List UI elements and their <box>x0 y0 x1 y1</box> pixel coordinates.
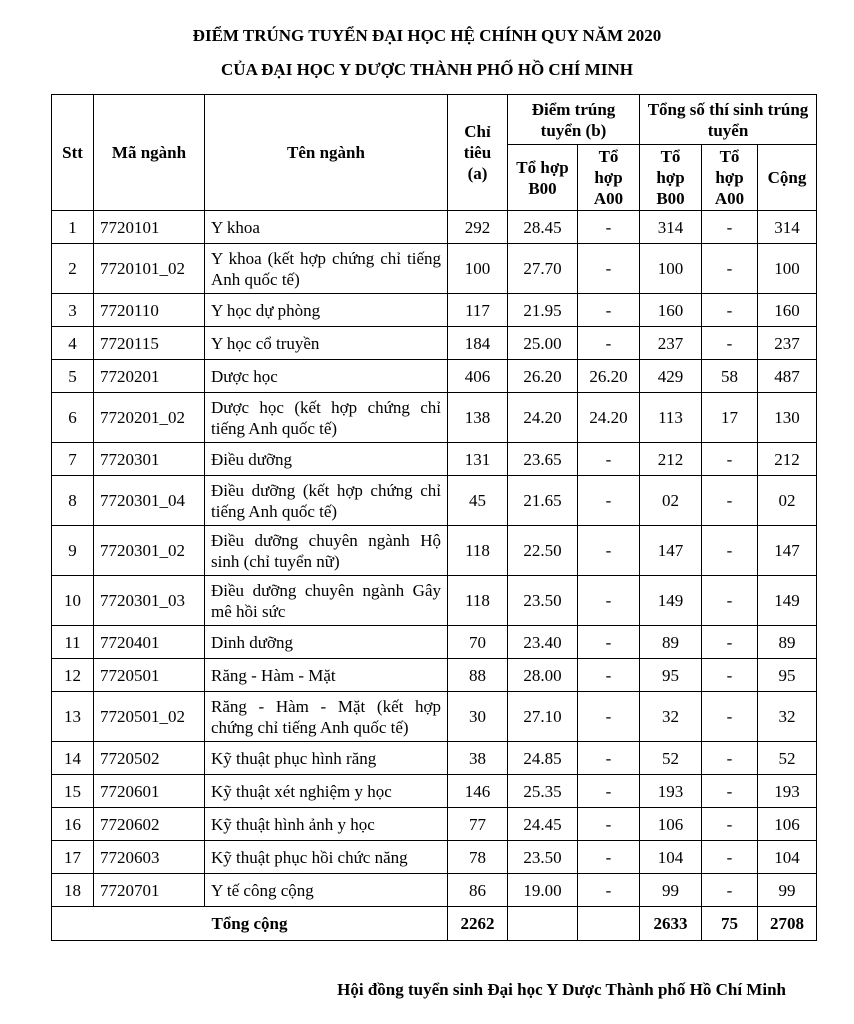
cell-diem-a00: - <box>578 327 640 360</box>
cell-diem-a00: 26.20 <box>578 360 640 393</box>
cell-ten-nganh: Kỹ thuật hình ảnh y học <box>205 808 448 841</box>
cell-chi-tieu: 292 <box>448 211 508 244</box>
cell-ts-a00: - <box>702 476 758 526</box>
cell-ma-nganh: 7720115 <box>94 327 205 360</box>
cell-diem-b00: 25.35 <box>508 775 578 808</box>
cell-cong: 160 <box>758 294 817 327</box>
cell-diem-a00: - <box>578 526 640 576</box>
cell-ma-nganh: 7720601 <box>94 775 205 808</box>
cell-ma-nganh: 7720110 <box>94 294 205 327</box>
total-label: Tổng cộng <box>52 907 448 941</box>
cell-ten-nganh: Y khoa (kết hợp chứng chỉ tiếng Anh quốc tế) <box>205 244 448 294</box>
cell-diem-a00: - <box>578 841 640 874</box>
cell-chi-tieu: 184 <box>448 327 508 360</box>
cell-diem-a00: - <box>578 244 640 294</box>
table-row <box>52 692 817 742</box>
cell-ma-nganh: 7720301_03 <box>94 576 205 626</box>
cell-ts-b00: 193 <box>640 775 702 808</box>
cell-diem-b00: 23.65 <box>508 443 578 476</box>
cell-diem-a00: - <box>578 443 640 476</box>
cell-diem-b00: 24.45 <box>508 808 578 841</box>
cell-cong: 95 <box>758 659 817 692</box>
cell-diem-b00: 19.00 <box>508 874 578 907</box>
cell-diem-b00: 27.10 <box>508 692 578 742</box>
cell-ts-a00: - <box>702 841 758 874</box>
table-row <box>52 526 817 576</box>
cell-chi-tieu: 30 <box>448 692 508 742</box>
cell-stt: 7 <box>52 443 94 476</box>
cell-diem-b00: 23.50 <box>508 841 578 874</box>
cell-diem-a00: - <box>578 659 640 692</box>
cell-stt: 6 <box>52 393 94 443</box>
cell-diem-a00: - <box>578 874 640 907</box>
table-row <box>52 626 817 659</box>
table-row <box>52 327 817 360</box>
cell-stt: 15 <box>52 775 94 808</box>
cell-ts-a00: - <box>702 659 758 692</box>
header-diem-b00: Tổ hợp B00 <box>508 145 578 211</box>
cell-ten-nganh: Điều dưỡng (kết hợp chứng chỉ tiếng Anh quốc tế) <box>205 476 448 526</box>
table-row <box>52 476 817 526</box>
cell-cong: 149 <box>758 576 817 626</box>
cell-chi-tieu: 100 <box>448 244 508 294</box>
cell-ts-b00: 149 <box>640 576 702 626</box>
cell-ma-nganh: 7720701 <box>94 874 205 907</box>
table-row <box>52 841 817 874</box>
cell-ts-a00: - <box>702 692 758 742</box>
cell-ts-a00: - <box>702 576 758 626</box>
cell-ma-nganh: 7720101_02 <box>94 244 205 294</box>
cell-ts-a00: - <box>702 775 758 808</box>
cell-ma-nganh: 7720201_02 <box>94 393 205 443</box>
admission-scores-table <box>51 94 817 941</box>
cell-stt: 14 <box>52 742 94 775</box>
cell-diem-a00: - <box>578 692 640 742</box>
cell-ten-nganh: Dinh dưỡng <box>205 626 448 659</box>
document-title-line-1: ĐIỂM TRÚNG TUYỂN ĐẠI HỌC HỆ CHÍNH QUY NĂM 2020 <box>192 26 662 45</box>
table-row <box>52 393 817 443</box>
header-diem-a00: Tổ hợp A00 <box>578 145 640 211</box>
cell-chi-tieu: 38 <box>448 742 508 775</box>
total-row <box>52 907 817 941</box>
cell-diem-a00: 24.20 <box>578 393 640 443</box>
cell-stt: 11 <box>52 626 94 659</box>
cell-chi-tieu: 118 <box>448 576 508 626</box>
cell-diem-b00: 28.00 <box>508 659 578 692</box>
cell-ts-a00: - <box>702 443 758 476</box>
cell-ts-b00: 32 <box>640 692 702 742</box>
cell-diem-a00: - <box>578 742 640 775</box>
cell-cong: 106 <box>758 808 817 841</box>
cell-cong: 212 <box>758 443 817 476</box>
header-ten-nganh: Tên ngành <box>205 95 448 211</box>
cell-ts-a00: - <box>702 874 758 907</box>
footer-signature: Hội đồng tuyển sinh Đại học Y Dược Thành phố Hồ Chí Minh <box>337 980 786 999</box>
cell-cong: 52 <box>758 742 817 775</box>
cell-cong: 130 <box>758 393 817 443</box>
cell-ten-nganh: Y học dự phòng <box>205 294 448 327</box>
cell-ts-a00: - <box>702 327 758 360</box>
cell-stt: 4 <box>52 327 94 360</box>
cell-chi-tieu: 45 <box>448 476 508 526</box>
cell-ts-b00: 314 <box>640 211 702 244</box>
cell-stt: 10 <box>52 576 94 626</box>
cell-cong: 02 <box>758 476 817 526</box>
table-row <box>52 360 817 393</box>
total-empty-diem-b00 <box>508 907 578 941</box>
cell-ma-nganh: 7720501 <box>94 659 205 692</box>
table-row <box>52 874 817 907</box>
cell-ten-nganh: Kỹ thuật xét nghiệm y học <box>205 775 448 808</box>
cell-ten-nganh: Y học cổ truyền <box>205 327 448 360</box>
cell-ma-nganh: 7720301_02 <box>94 526 205 576</box>
cell-ts-b00: 237 <box>640 327 702 360</box>
table-row <box>52 808 817 841</box>
cell-ts-a00: 58 <box>702 360 758 393</box>
cell-diem-b00: 24.20 <box>508 393 578 443</box>
cell-ts-b00: 99 <box>640 874 702 907</box>
header-ts-b00: Tổ hợp B00 <box>640 145 702 211</box>
cell-ma-nganh: 7720603 <box>94 841 205 874</box>
cell-diem-b00: 24.85 <box>508 742 578 775</box>
cell-ts-b00: 100 <box>640 244 702 294</box>
cell-chi-tieu: 86 <box>448 874 508 907</box>
cell-stt: 18 <box>52 874 94 907</box>
cell-stt: 17 <box>52 841 94 874</box>
cell-chi-tieu: 88 <box>448 659 508 692</box>
cell-diem-b00: 26.20 <box>508 360 578 393</box>
cell-ten-nganh: Điều dưỡng <box>205 443 448 476</box>
table-row <box>52 576 817 626</box>
cell-diem-b00: 25.00 <box>508 327 578 360</box>
header-cong: Cộng <box>758 145 817 211</box>
cell-cong: 99 <box>758 874 817 907</box>
cell-ts-b00: 212 <box>640 443 702 476</box>
cell-stt: 2 <box>52 244 94 294</box>
cell-ts-b00: 429 <box>640 360 702 393</box>
cell-diem-a00: - <box>578 808 640 841</box>
cell-cong: 237 <box>758 327 817 360</box>
total-cong: 2708 <box>758 907 817 941</box>
cell-diem-a00: - <box>578 576 640 626</box>
total-chi-tieu: 2262 <box>448 907 508 941</box>
cell-diem-b00: 28.45 <box>508 211 578 244</box>
cell-diem-b00: 21.95 <box>508 294 578 327</box>
cell-cong: 314 <box>758 211 817 244</box>
cell-ts-b00: 104 <box>640 841 702 874</box>
table-row <box>52 294 817 327</box>
cell-ts-b00: 106 <box>640 808 702 841</box>
cell-diem-a00: - <box>578 626 640 659</box>
cell-ts-b00: 160 <box>640 294 702 327</box>
cell-ma-nganh: 7720301_04 <box>94 476 205 526</box>
cell-ten-nganh: Dược học <box>205 360 448 393</box>
cell-stt: 1 <box>52 211 94 244</box>
header-ts-a00: Tổ hợp A00 <box>702 145 758 211</box>
cell-stt: 16 <box>52 808 94 841</box>
cell-chi-tieu: 131 <box>448 443 508 476</box>
cell-ten-nganh: Điều dưỡng chuyên ngành Gây mê hồi sức <box>205 576 448 626</box>
cell-ma-nganh: 7720301 <box>94 443 205 476</box>
document-title-line-2: CỦA ĐẠI HỌC Y DƯỢC THÀNH PHỐ HỒ CHÍ MINH <box>221 60 633 79</box>
cell-ten-nganh: Điều dưỡng chuyên ngành Hộ sinh (chỉ tuyển nữ) <box>205 526 448 576</box>
cell-stt: 13 <box>52 692 94 742</box>
cell-ma-nganh: 7720401 <box>94 626 205 659</box>
cell-ts-a00: - <box>702 294 758 327</box>
cell-cong: 104 <box>758 841 817 874</box>
cell-stt: 3 <box>52 294 94 327</box>
cell-chi-tieu: 406 <box>448 360 508 393</box>
cell-stt: 8 <box>52 476 94 526</box>
total-ts-b00: 2633 <box>640 907 702 941</box>
cell-diem-a00: - <box>578 294 640 327</box>
table-body <box>52 211 817 907</box>
cell-ts-b00: 113 <box>640 393 702 443</box>
cell-ma-nganh: 7720602 <box>94 808 205 841</box>
cell-stt: 5 <box>52 360 94 393</box>
cell-chi-tieu: 146 <box>448 775 508 808</box>
cell-ten-nganh: Răng - Hàm - Mặt <box>205 659 448 692</box>
cell-cong: 147 <box>758 526 817 576</box>
cell-ma-nganh: 7720201 <box>94 360 205 393</box>
cell-ts-a00: - <box>702 244 758 294</box>
cell-cong: 193 <box>758 775 817 808</box>
cell-diem-a00: - <box>578 211 640 244</box>
cell-chi-tieu: 70 <box>448 626 508 659</box>
cell-diem-a00: - <box>578 775 640 808</box>
cell-ma-nganh: 7720101 <box>94 211 205 244</box>
cell-diem-b00: 23.40 <box>508 626 578 659</box>
total-empty-diem-a00 <box>578 907 640 941</box>
cell-cong: 100 <box>758 244 817 294</box>
cell-ts-b00: 95 <box>640 659 702 692</box>
cell-ts-a00: - <box>702 626 758 659</box>
table-row <box>52 659 817 692</box>
cell-diem-b00: 27.70 <box>508 244 578 294</box>
cell-ten-nganh: Dược học (kết hợp chứng chỉ tiếng Anh quốc tế) <box>205 393 448 443</box>
header-ma-nganh: Mã ngành <box>94 95 205 211</box>
header-stt: Stt <box>52 95 94 211</box>
cell-chi-tieu: 117 <box>448 294 508 327</box>
cell-ten-nganh: Y tế công cộng <box>205 874 448 907</box>
cell-ts-a00: - <box>702 742 758 775</box>
cell-cong: 487 <box>758 360 817 393</box>
cell-chi-tieu: 118 <box>448 526 508 576</box>
cell-stt: 9 <box>52 526 94 576</box>
cell-diem-b00: 22.50 <box>508 526 578 576</box>
cell-ts-a00: - <box>702 808 758 841</box>
table-row <box>52 244 817 294</box>
cell-ts-b00: 02 <box>640 476 702 526</box>
cell-cong: 32 <box>758 692 817 742</box>
cell-ts-b00: 89 <box>640 626 702 659</box>
total-ts-a00: 75 <box>702 907 758 941</box>
table-row <box>52 211 817 244</box>
table-row <box>52 742 817 775</box>
cell-ts-b00: 147 <box>640 526 702 576</box>
cell-chi-tieu: 138 <box>448 393 508 443</box>
cell-ten-nganh: Kỹ thuật phục hồi chức năng <box>205 841 448 874</box>
cell-diem-b00: 21.65 <box>508 476 578 526</box>
cell-chi-tieu: 77 <box>448 808 508 841</box>
cell-ts-a00: - <box>702 211 758 244</box>
cell-ten-nganh: Y khoa <box>205 211 448 244</box>
cell-ts-b00: 52 <box>640 742 702 775</box>
cell-ten-nganh: Răng - Hàm - Mặt (kết hợp chứng chỉ tiếng Anh quốc tế) <box>205 692 448 742</box>
cell-ten-nganh: Kỹ thuật phục hình răng <box>205 742 448 775</box>
table-row <box>52 443 817 476</box>
cell-diem-b00: 23.50 <box>508 576 578 626</box>
cell-cong: 89 <box>758 626 817 659</box>
cell-chi-tieu: 78 <box>448 841 508 874</box>
cell-stt: 12 <box>52 659 94 692</box>
cell-ts-a00: 17 <box>702 393 758 443</box>
header-tong-so-thi-sinh: Tổng số thí sinh trúng tuyển <box>640 95 817 145</box>
header-diem-trung-tuyen: Điểm trúng tuyển (b) <box>508 95 640 145</box>
cell-ma-nganh: 7720501_02 <box>94 692 205 742</box>
header-chi-tieu: Chỉ tiêu (a) <box>448 95 508 211</box>
cell-ma-nganh: 7720502 <box>94 742 205 775</box>
table-row <box>52 775 817 808</box>
cell-ts-a00: - <box>702 526 758 576</box>
cell-diem-a00: - <box>578 476 640 526</box>
